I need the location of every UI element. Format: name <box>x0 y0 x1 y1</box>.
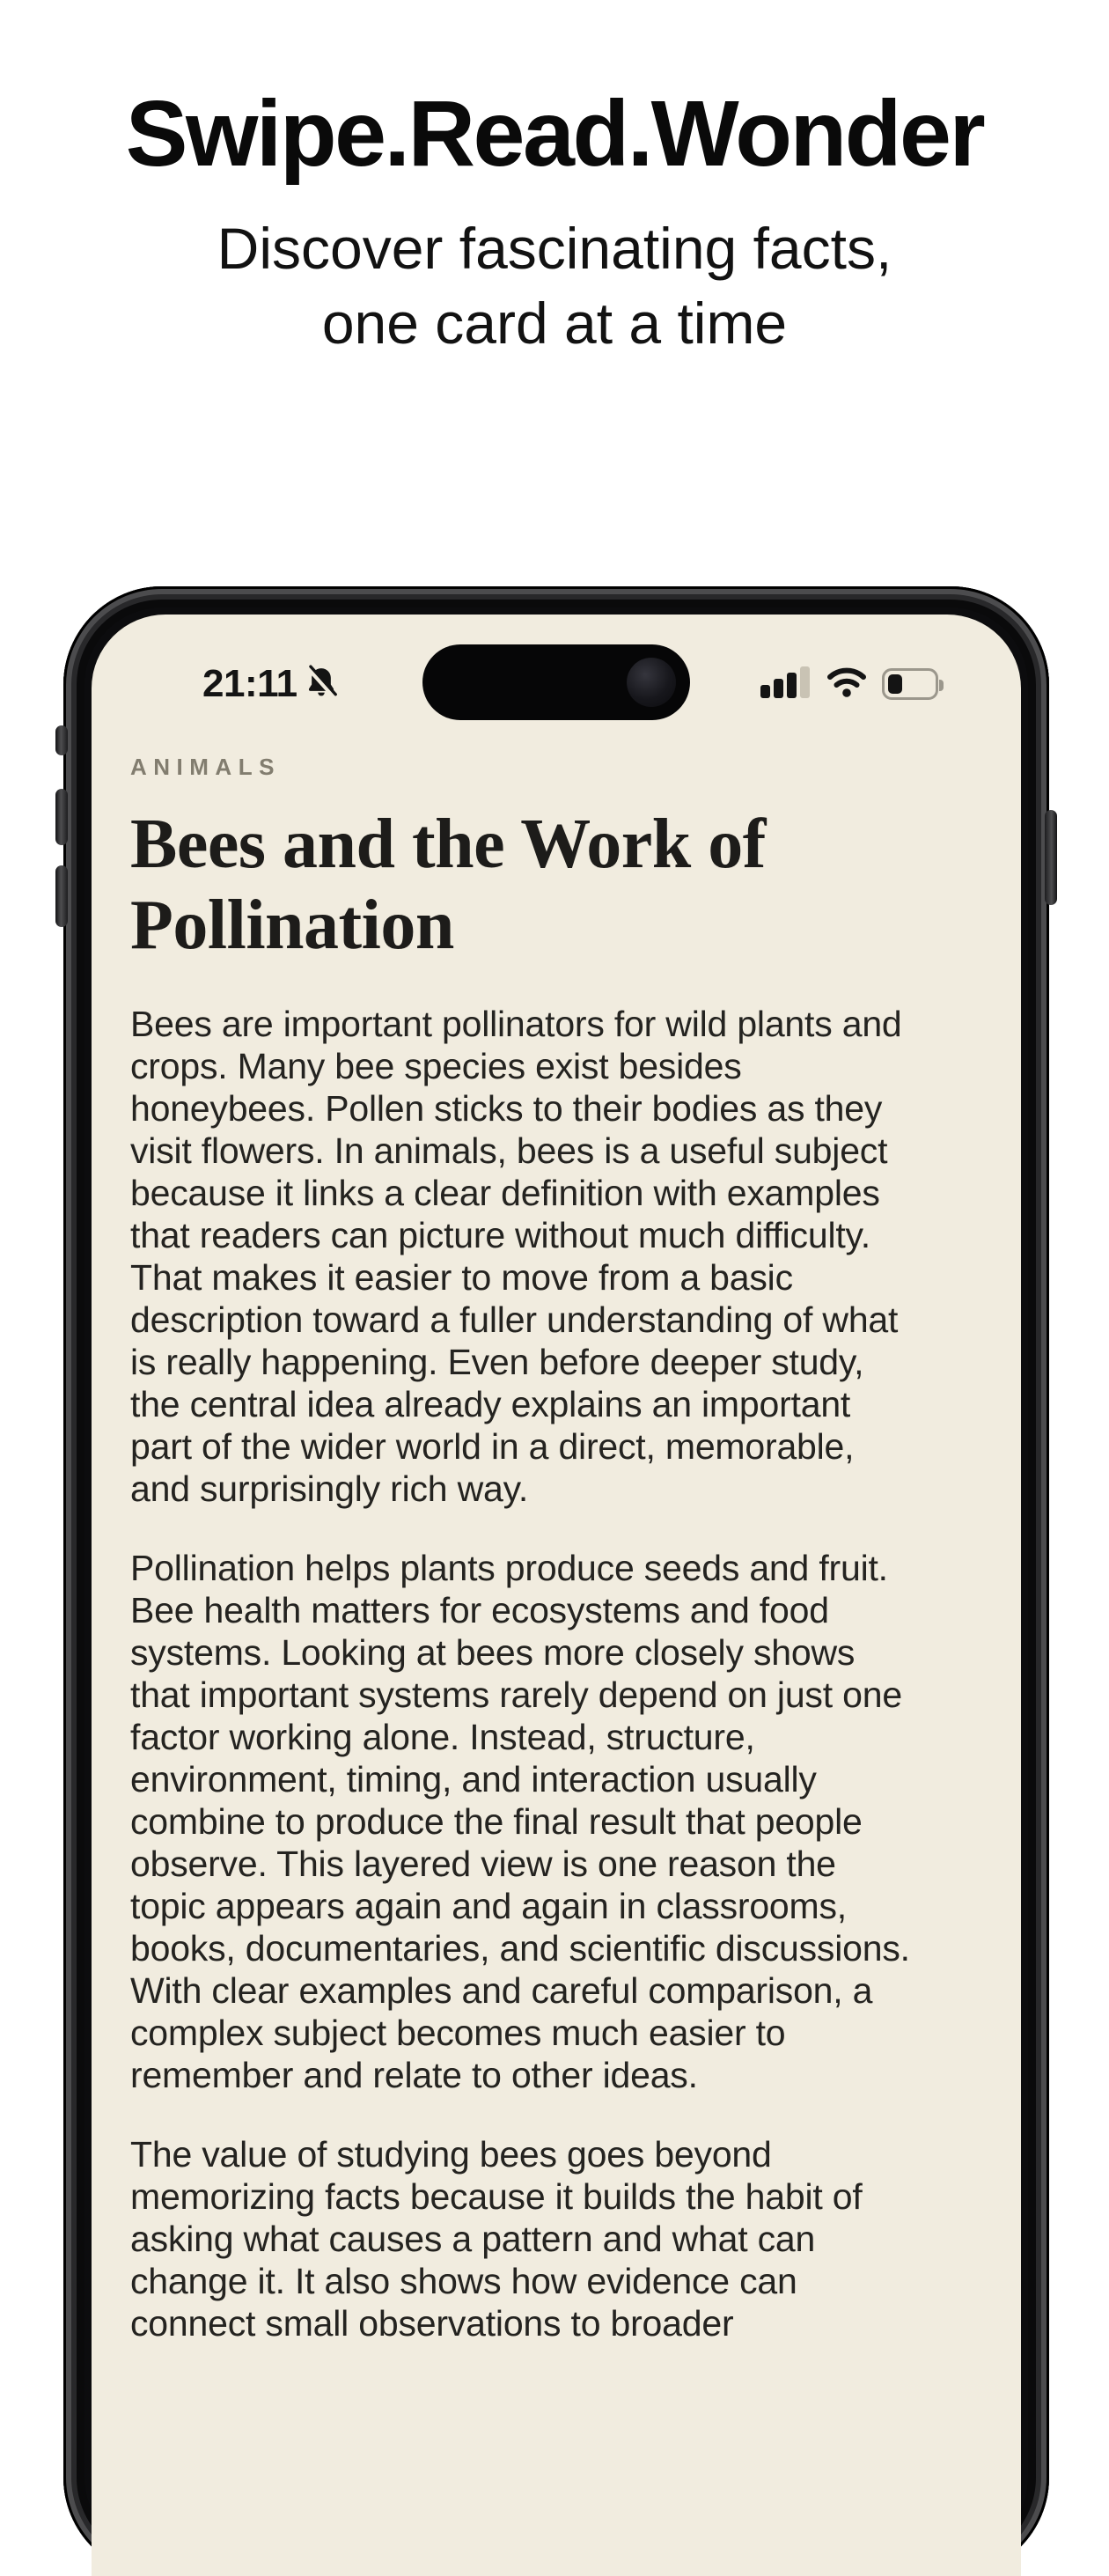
status-left-cluster <box>202 662 339 706</box>
battery-icon <box>882 668 938 700</box>
article-title: Bees and the Work of Pollination <box>130 806 766 964</box>
status-time: 21:11 <box>202 662 297 705</box>
bell-slash-icon <box>304 663 339 706</box>
status-bar <box>202 660 938 708</box>
article-paragraph: Pollination helps plants produce seeds and fruit. Bee health matters for ecosystems and food systems. Looking at bees more closely shows that important systems rarely depend on just one factor working alone. Instead, structure, environment, timing, and interaction usually combine to produce the final result that people observe. This layered view is one reason the topic appears again and again in classrooms, books, documentaries, and scientific discussions. With clear examples and careful comparison, a complex subject becomes much easier to remember and relate to other ideas. <box>130 1548 910 2095</box>
battery-nub <box>939 680 944 691</box>
article-paragraph: The value of studying bees goes beyond memorizing facts because it builds the habit of asking what causes a pattern and what can change it. It also shows how evidence can connect small observations to broader <box>130 2134 863 2344</box>
status-right-cluster <box>760 666 938 703</box>
volume-up-button <box>55 789 68 845</box>
phone-screen <box>92 615 1021 2576</box>
battery-level <box>888 674 902 694</box>
volume-down-button <box>55 865 68 927</box>
wifi-icon <box>826 666 868 703</box>
power-button <box>1045 810 1057 905</box>
article-paragraph: Bees are important pollinators for wild plants and crops. Many bee species exist besides honeybees. Pollen sticks to their bodies as they visit flowers. In animals, bees is a useful subject because it links a clear definition with examples that readers can picture without much difficulty. That makes it easier to move from a basic description toward a fuller understanding of what is really happening. Even before deeper study, the central idea already explains an important part of the wider world in a direct, memorable, and surprisingly rich way. <box>130 1004 902 1509</box>
category-label: ANIMALS <box>130 754 281 780</box>
iphone-mockup <box>63 586 1049 2576</box>
cellular-signal-icon <box>760 666 812 703</box>
hero-section <box>0 0 1109 361</box>
hero-subtitle: Discover fascinating facts, one card at a time <box>217 215 892 356</box>
hero-title: Swipe.Read.Wonder <box>125 82 984 186</box>
action-button <box>55 725 68 755</box>
fact-card <box>130 754 915 2344</box>
